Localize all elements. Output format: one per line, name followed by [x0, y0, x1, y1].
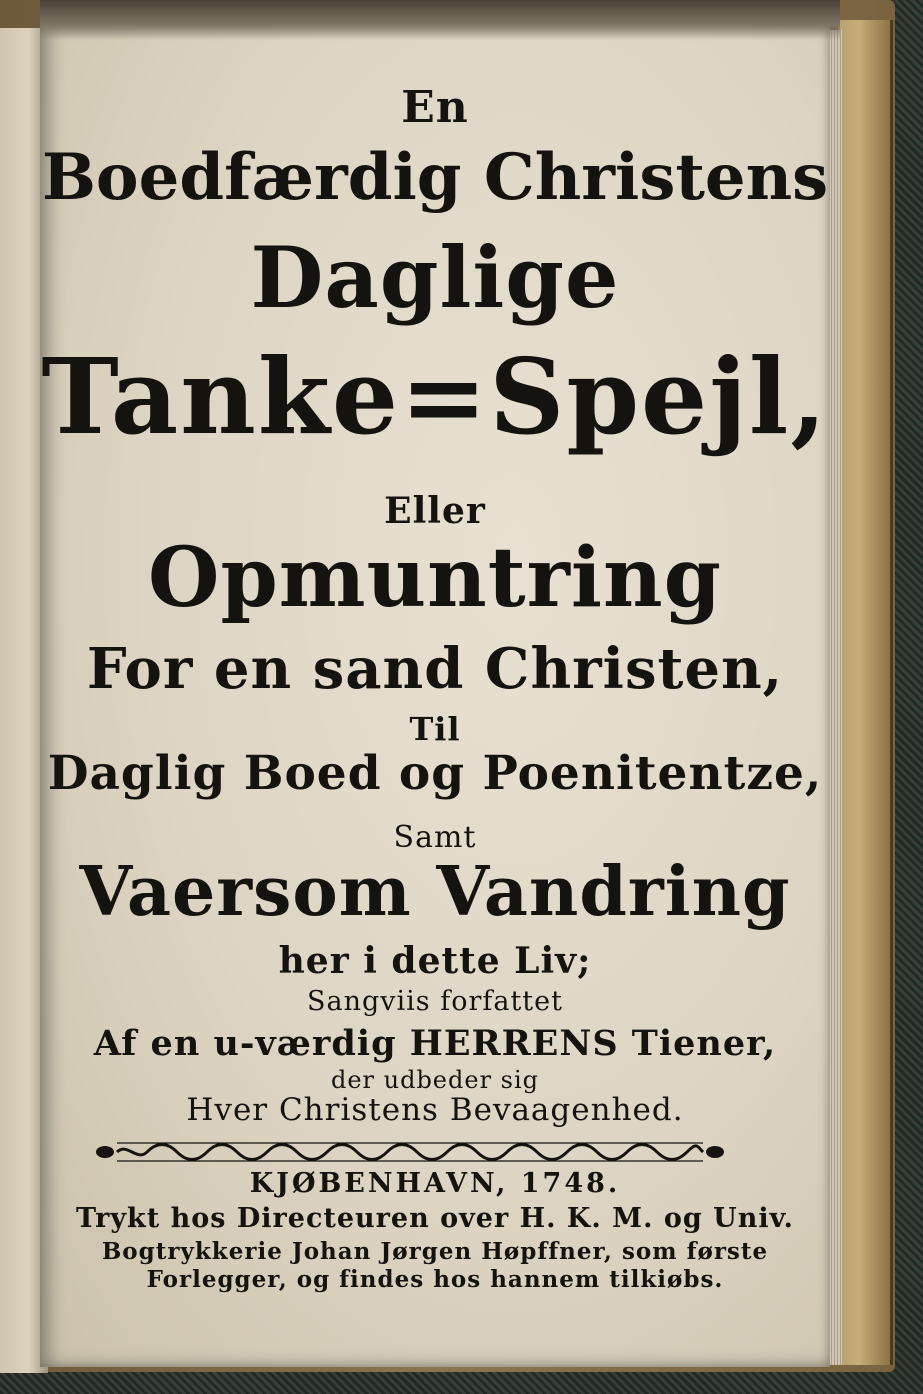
title-line-author: Af en u-værdig HERRENS Tiener,: [93, 1023, 777, 1064]
title-line-sangviis: Sangviis forfattet: [306, 986, 563, 1017]
title-line-samt: Samt: [393, 820, 477, 855]
title-line-dette-liv: her i dette Liv;: [278, 940, 592, 982]
title-line-opmuntring: Opmuntring: [148, 530, 722, 626]
title-line-en: En: [401, 82, 469, 133]
title-line-udbeder: der udbeder sig: [330, 1066, 540, 1094]
imprint-line-forlegger: Forlegger, og findes hos hannem tilkiøbs.: [146, 1266, 724, 1293]
title-line-vaersom-vandring: Vaersom Vandring: [79, 852, 791, 932]
imprint-line-trykt: Trykt hos Directeuren over H. K. M. og Univ.: [76, 1203, 794, 1234]
cover-edge: [838, 20, 893, 1365]
imprint-line-bogtrykkerie: Bogtrykkerie Johan Jørgen Høpffner, som første: [101, 1238, 769, 1265]
imprint-place-year: KJØBENHAVN, 1748.: [249, 1168, 621, 1199]
top-shadow: [40, 0, 840, 40]
title-line-boedfaerdig: Boedfærdig Christens: [41, 140, 829, 215]
ornamental-rule: [95, 1140, 725, 1164]
title-line-sand-christen: For en sand Christen,: [86, 636, 784, 702]
title-line-tanke-spejl: Tanke=Spejl,: [41, 335, 829, 458]
title-line-eller: Eller: [384, 490, 486, 532]
title-line-til: Til: [409, 710, 461, 748]
title-line-daglig-boed: Daglig Boed og Poenitentze,: [47, 746, 823, 801]
title-line-bevaagenhed: Hver Christens Bevaagenhed.: [186, 1092, 684, 1128]
title-line-daglige: Daglige: [250, 228, 620, 327]
